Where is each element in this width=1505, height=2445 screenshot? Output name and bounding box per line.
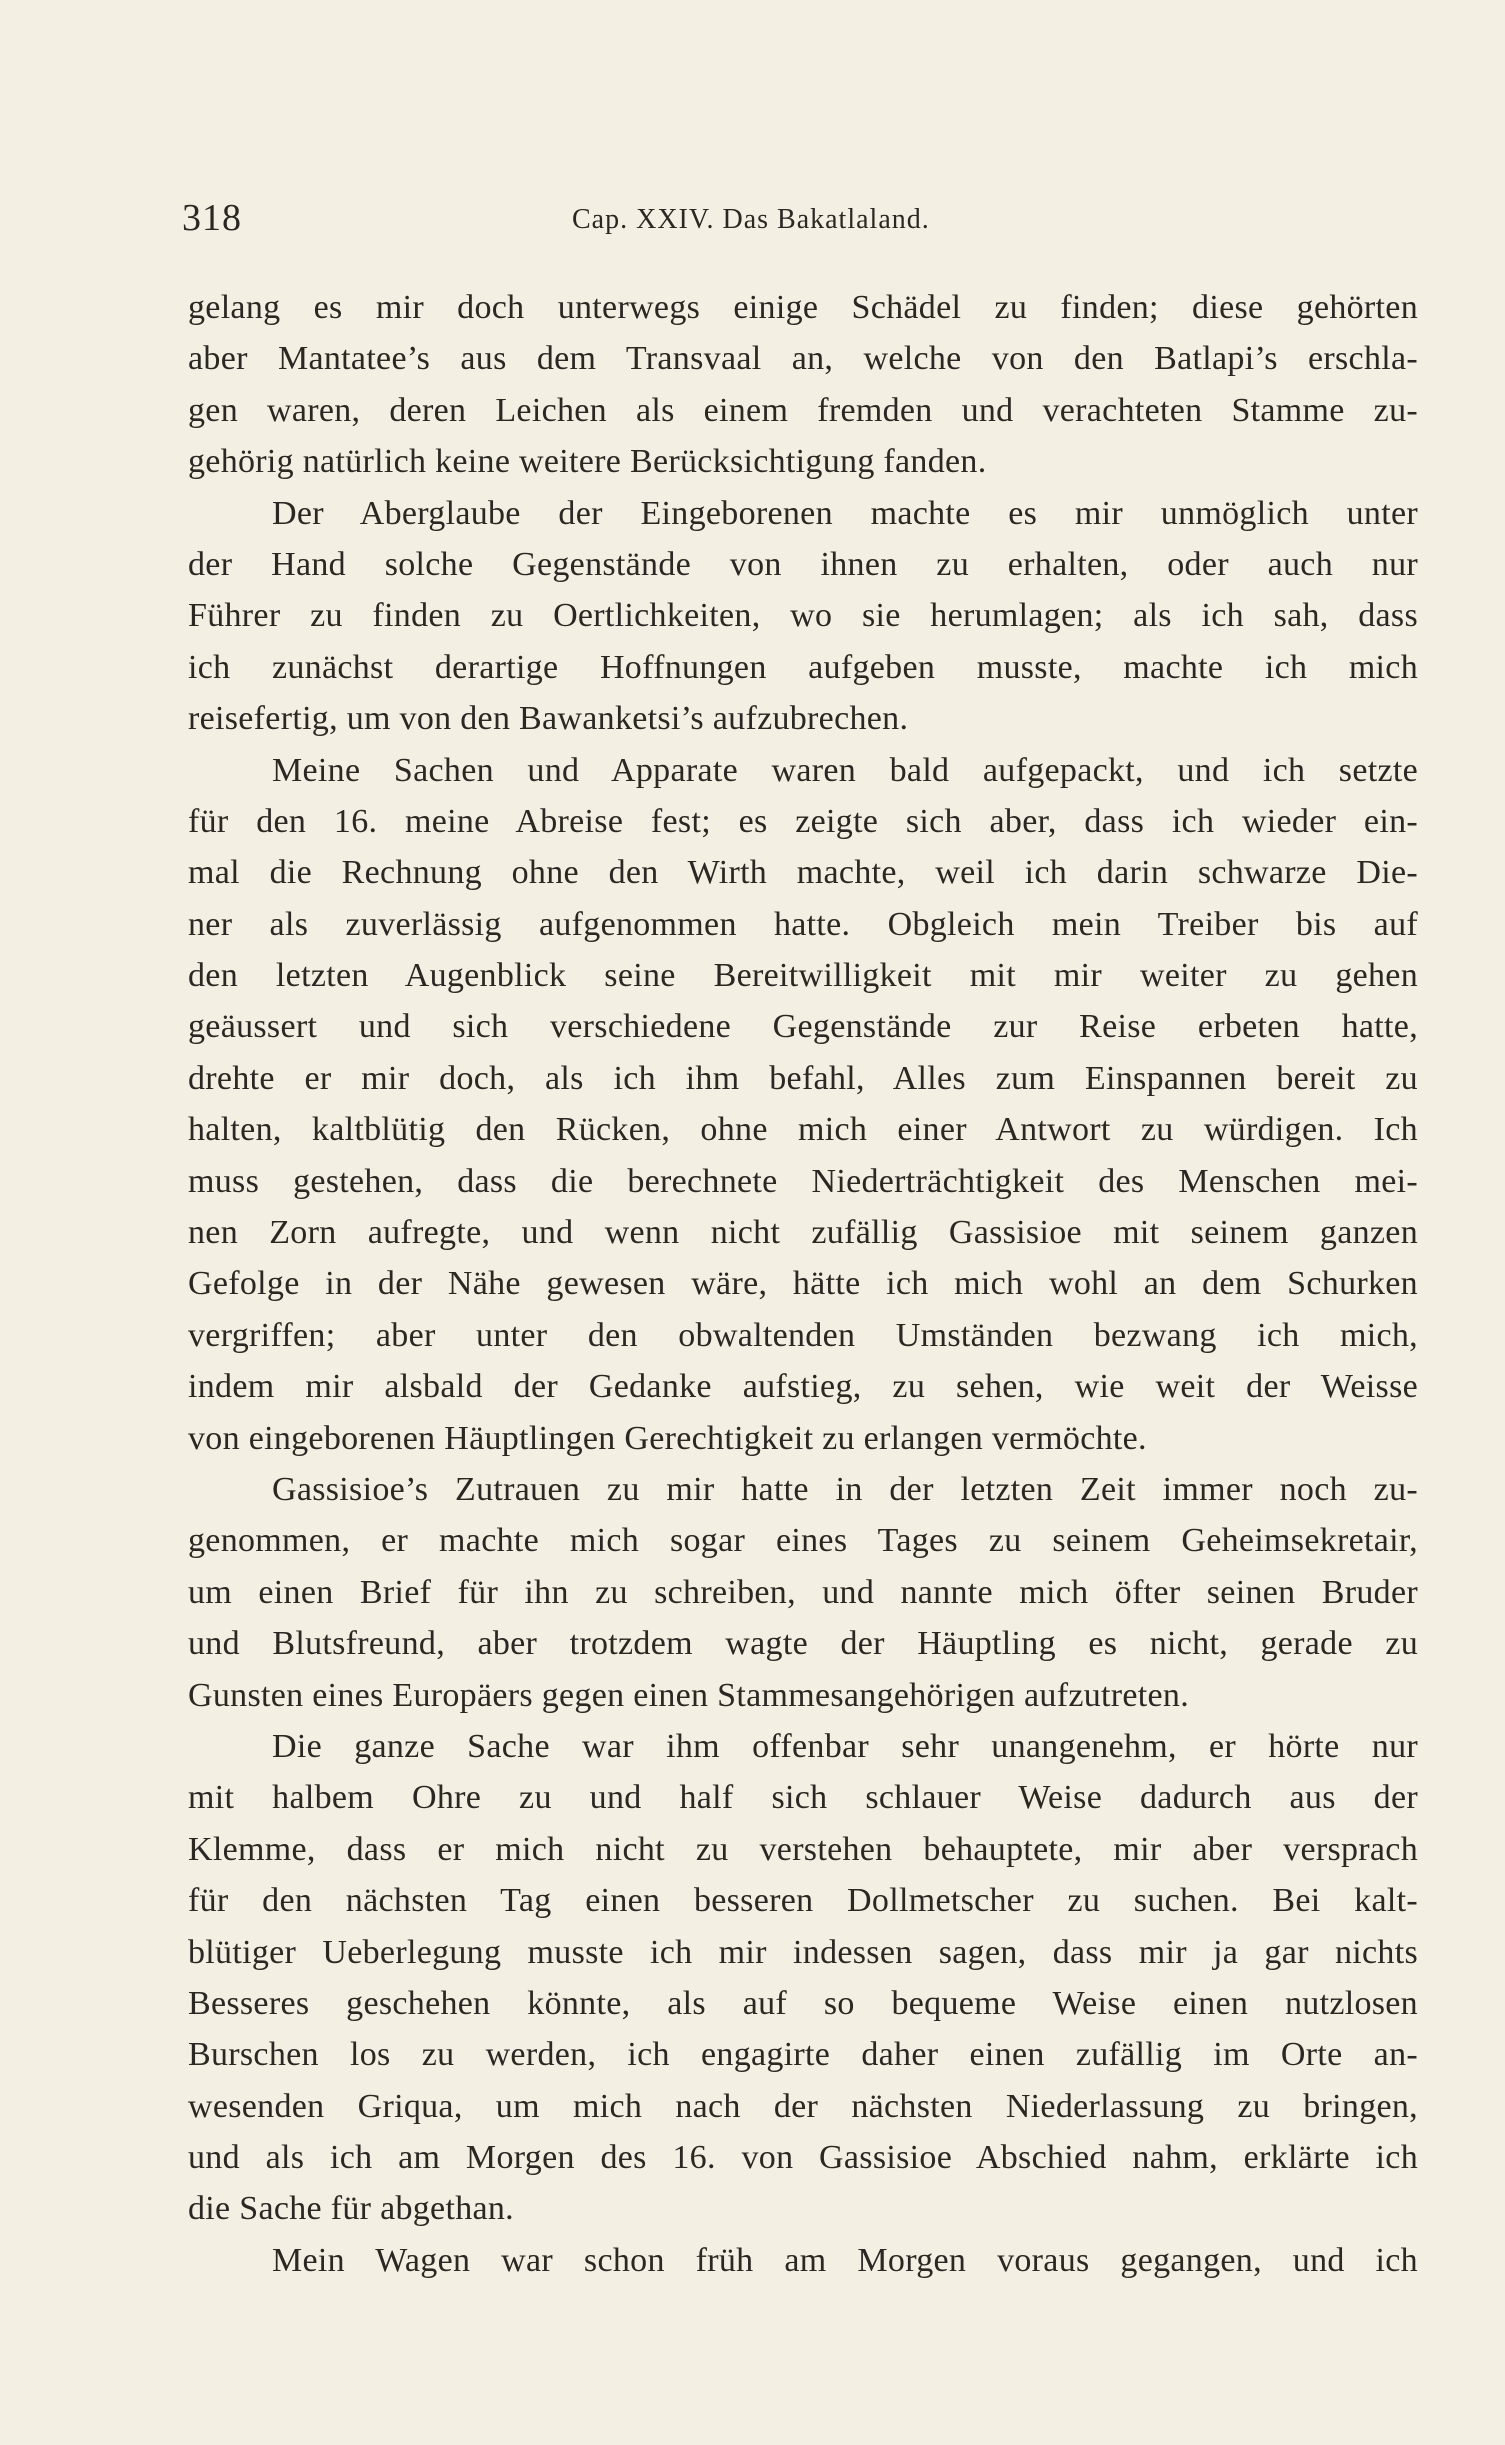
body-text [188,282,1418,2286]
page-header [182,196,1420,256]
text-line: mal die Rechnung ohne den Wirth machte, weil ich darin schwarze Die- [188,854,1418,892]
text-line: Der Aberglaube der Eingeborenen machte es mir unmöglich unter [272,494,1418,532]
text-line: von eingeborenen Häuptlingen Gerechtigkeit zu erlangen vermöchte. [188,1419,1147,1457]
text-line: drehte er mir doch, als ich ihm befahl, Alles zum Einspannen bereit zu [188,1059,1418,1097]
text-line: Gefolge in der Nähe gewesen wäre, hätte ich mich wohl an dem Schurken [188,1265,1418,1303]
text-line: halten, kaltblütig den Rücken, ohne mich einer Antwort zu würdigen. Ich [188,1111,1418,1149]
text-line: vergriffen; aber unter den obwaltenden Umständen bezwang ich mich, [188,1316,1418,1354]
text-line: genommen, er machte mich sogar eines Tages zu seinem Geheimsekretair, [188,1522,1418,1560]
text-line: aber Mantatee’s aus dem Transvaal an, welche von den Batlapi’s erschla- [188,340,1418,378]
text-line: Meine Sachen und Apparate waren bald aufgepackt, und ich setzte [272,751,1418,789]
text-line: indem mir alsbald der Gedanke aufstieg, zu sehen, wie weit der Weisse [188,1368,1418,1406]
text-line: Führer zu finden zu Oertlichkeiten, wo sie herumlagen; als ich sah, dass [188,597,1418,635]
text-line: mit halbem Ohre zu und half sich schlauer Weise dadurch aus der [188,1779,1418,1817]
text-line: geäussert und sich verschiedene Gegenstände zur Reise erbeten hatte, [188,1008,1418,1046]
text-line: gen waren, deren Leichen als einem fremden und verachteten Stamme zu- [188,391,1418,429]
text-line: Burschen los zu werden, ich engagirte daher einen zufällig im Orte an- [188,2036,1418,2074]
text-line: für den nächsten Tag einen besseren Dollmetscher zu suchen. Bei kalt- [188,1882,1418,1920]
text-line: gehörig natürlich keine weitere Berücksichtigung fanden. [188,443,987,481]
text-line: nen Zorn aufregte, und wenn nicht zufällig Gassisioe mit seinem ganzen [188,1214,1418,1252]
text-line: muss gestehen, dass die berechnete Niederträchtigkeit des Menschen mei- [188,1162,1418,1200]
text-line: Gunsten eines Europäers gegen einen Stammesangehörigen aufzutreten. [188,1676,1190,1714]
text-line: für den 16. meine Abreise fest; es zeigte sich aber, dass ich wieder ein- [188,802,1418,840]
text-line: der Hand solche Gegenstände von ihnen zu erhalten, oder auch nur [188,545,1418,583]
text-line: ner als zuverlässig aufgenommen hatte. Obgleich mein Treiber bis auf [188,905,1418,943]
text-line: um einen Brief für ihn zu schreiben, und nannte mich öfter seinen Bruder [188,1573,1418,1611]
text-line: die Sache für abgethan. [188,2190,514,2228]
running-title: Cap. XXIV. Das Bakatlaland. [572,204,930,235]
text-line: Klemme, dass er mich nicht zu verstehen behauptete, mir aber versprach [188,1830,1418,1868]
text-line: blütiger Ueberlegung musste ich mir indessen sagen, dass mir ja gar nichts [188,1933,1418,1971]
text-line: Besseres geschehen könnte, als auf so bequeme Weise einen nutzlosen [188,1984,1418,2022]
text-line: und Blutsfreund, aber trotzdem wagte der Häuptling es nicht, gerade zu [188,1625,1418,1663]
page-number: 318 [182,197,242,239]
text-line: und als ich am Morgen des 16. von Gassisioe Abschied nahm, erklärte ich [188,2139,1418,2177]
text-line: Mein Wagen war schon früh am Morgen voraus gegangen, und ich [272,2241,1418,2279]
text-line: den letzten Augenblick seine Bereitwilligkeit mit mir weiter zu gehen [188,957,1418,995]
text-line: ich zunächst derartige Hoffnungen aufgeben musste, machte ich mich [188,648,1418,686]
text-line: Die ganze Sache war ihm offenbar sehr unangenehm, er hörte nur [272,1727,1418,1765]
text-line: wesenden Griqua, um mich nach der nächsten Niederlassung zu bringen, [188,2087,1418,2125]
text-line: reisefertig, um von den Bawanketsi’s aufzubrechen. [188,700,909,738]
text-line: Gassisioe’s Zutrauen zu mir hatte in der letzten Zeit immer noch zu- [272,1470,1418,1508]
text-line: gelang es mir doch unterwegs einige Schädel zu finden; diese gehörten [188,289,1418,326]
